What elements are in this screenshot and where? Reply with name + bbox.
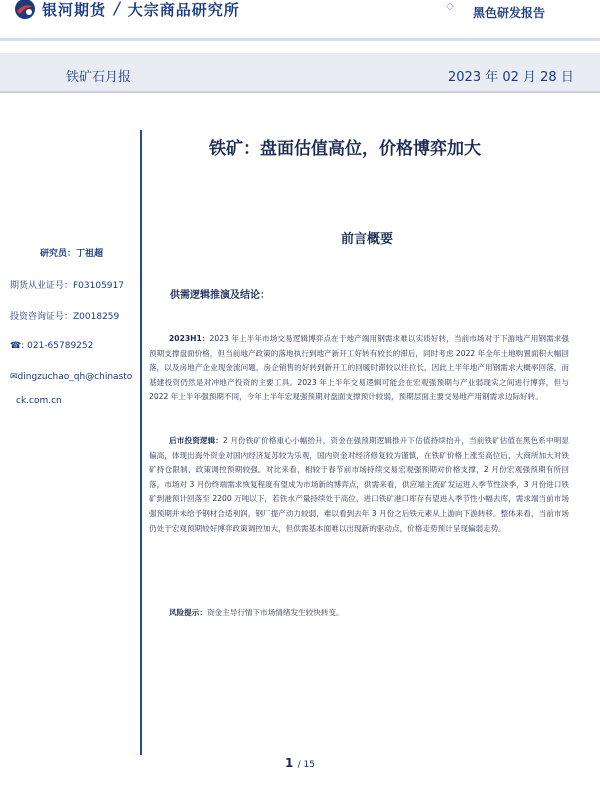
report-type: 黑色研发报告 xyxy=(473,6,546,20)
paragraph-text: 2 月份铁矿价格重心小幅抬升，资金在强预期逻辑推升下估值持续抬升，当前铁矿估值在黑色系中明显偏高，体现出海外资金对国内经济复苏较为乐观，国内资金对经济修复较为谨慎，在铁矿价格上涨至高位后，大商所加大对铁矿持仓限制，政策调控预期较强。对比来看，相较于春节前市场持续交易宏观强预期对价格支撑，2 月份宏观强预期有所回落，市场对 3 月份终端需求恢复程度有望成为市场新的博弈点，供需来看，供应端主流矿发运进入季节性淡季，3 月份进口铁矿到港预计回落至 2200 万吨以下，若铁水产量持续处于高位，进口铁矿港口库存有望进入季节性小幅去库，需求端当前市场强预期并未给予钢材合适利润，钢厂提产动力较弱，难以看到去年 3 月份之后铁元素从上游向下游转移。整体来看，当前市场仍处于宏观预期较好博弈政策调控加大，但供需基本面难以出现新的驱动点，价格走势预计呈现偏弱走势。 xyxy=(149,436,569,533)
page-title: 铁矿：盘面估值高位，价格博弈加大 xyxy=(209,139,481,159)
header-band-divider xyxy=(0,91,600,93)
current-page: 1 xyxy=(285,756,294,770)
section-title: 前言概要 xyxy=(341,232,394,247)
paragraph-label: 风险提示： xyxy=(169,608,207,617)
paragraph-label: 2023H1： xyxy=(169,334,210,343)
institute-name: 大宗商品研究所 xyxy=(127,0,240,19)
page-number xyxy=(0,756,600,770)
paragraph-outlook xyxy=(149,434,569,536)
email-line-1: dingzuchao_qh@chinasto xyxy=(17,372,133,382)
vertical-divider xyxy=(140,130,142,755)
brand-separator: / xyxy=(114,0,120,19)
email-icon: ✉ xyxy=(10,372,18,382)
paragraph-text: 2023 年上半年市场交易逻辑博弈点在于地产端用钢需求难以实质好转，当前市场对于下游地产用钢需求强预期支撑盘面价格，但当前地产政策的落地执行到地产新开工好转有较长的滞后，同时考虑 2022 年全年土地购置面积大幅回落，以及房地产企业现金流问题，房企销售的好转到新开工的回暖时滞较以往拉长，因此上半年地产用钢需求大概率回落，而基建投资仍然是对冲地产投资的主要工具。2023 年上半年交易逻辑可能会在宏观强预期与产业弱现实之间进行博弈，但与 2022 年上半年强预期不同，今年上半年宏观强预期对盘面支撑预计较弱，预期层面主要交易地产用钢需求边际好转。 xyxy=(149,334,570,402)
email-line-2: ck.com.cn xyxy=(16,396,62,406)
header-divider xyxy=(0,38,600,41)
paragraph-2023h1 xyxy=(149,332,569,405)
paragraph-risk xyxy=(149,606,569,621)
researcher-name: 研究员：丁祖超 xyxy=(40,249,104,259)
phone-number: 021-65789252 xyxy=(27,341,94,351)
diamond-icon: ◇ xyxy=(446,1,454,12)
phone-row: ☎: 021-65789252 xyxy=(10,341,94,351)
galaxy-logo-icon xyxy=(14,0,36,20)
report-subtitle: 铁矿石月报 xyxy=(66,70,132,85)
phone-icon: ☎ xyxy=(10,341,22,351)
report-date: 2023 年 02 月 28 日 xyxy=(448,70,574,85)
brand-logo xyxy=(14,0,240,20)
email-row[interactable] xyxy=(10,372,132,382)
paragraph-text: 资金主导行情下市场情绪发生较快转变。 xyxy=(206,608,344,617)
total-pages: / 15 xyxy=(297,760,315,770)
top-bar xyxy=(0,0,600,40)
logic-subhead: 供需逻辑推演及结论： xyxy=(170,290,270,301)
paragraph-label: 后市投资逻辑： xyxy=(169,436,223,445)
advisory-license: 投资咨询证号：Z0018259 xyxy=(10,312,120,322)
brand-name: 银河期货 xyxy=(42,0,107,19)
futures-license: 期货从业证号：F03105917 xyxy=(10,281,124,291)
